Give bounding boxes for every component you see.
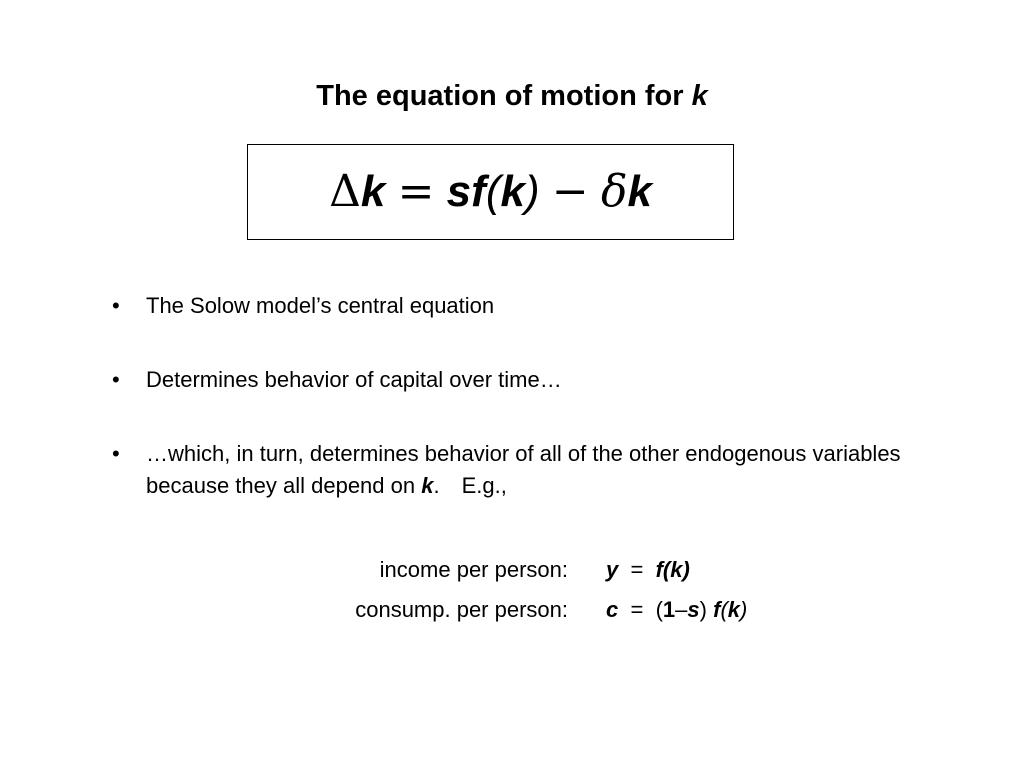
formula-paren-open: ( <box>720 597 728 622</box>
equation-open-paren: ( <box>485 167 501 216</box>
equation-equals: = <box>397 166 435 217</box>
title-variable-k: k <box>691 80 708 112</box>
formula-one: 1 <box>662 597 676 622</box>
formula-open: ( <box>655 597 663 622</box>
example-label: consump. per person: <box>355 597 568 622</box>
bullet-period: . <box>433 473 440 498</box>
formula-rhs: f(k) <box>655 557 690 582</box>
bullet-text: …which, in turn, determines behavior of all of the other endogenous variables because they all depend on <box>146 441 901 498</box>
bullet-item <box>112 290 932 322</box>
formula-s: s <box>687 597 700 622</box>
example-row-consumption <box>0 594 1024 634</box>
example-label: income per person: <box>379 557 568 582</box>
bullet-variable-k: k <box>421 473 434 498</box>
equation-of-motion <box>329 167 652 217</box>
example-formula <box>606 554 690 586</box>
example-formula <box>606 594 747 626</box>
formula-f: f <box>713 597 721 622</box>
bullet-text: Determines behavior of capital over time… <box>146 367 562 392</box>
equation-box <box>247 144 734 240</box>
equation-f: f <box>471 167 486 216</box>
formula-k: k <box>727 597 741 622</box>
title-text: The equation of motion for <box>316 80 692 112</box>
examples-block <box>0 554 1024 634</box>
formula-paren-close: ) <box>740 597 748 622</box>
equation-depreciation-delta: δ <box>600 166 628 217</box>
equation-k-lhs: k <box>360 167 386 216</box>
formula-lhs: c <box>606 597 619 622</box>
formula-equals: = <box>630 557 644 582</box>
equation-k-arg: k <box>500 167 525 216</box>
equation-k-rhs: k <box>627 167 652 216</box>
bullet-list <box>112 290 932 502</box>
slide-title <box>0 76 1024 116</box>
bullet-marker: • <box>112 441 120 466</box>
bullet-text: The Solow model’s central equation <box>146 293 495 318</box>
bullet-item <box>112 364 932 396</box>
example-row-income <box>0 554 1024 594</box>
formula-minus: – <box>675 597 688 622</box>
bullet-eg: E.g., <box>461 473 507 498</box>
equation-delta: Δ <box>329 166 361 217</box>
formula-lhs: y <box>606 557 619 582</box>
formula-equals: = <box>630 597 644 622</box>
formula-close: ) <box>699 597 707 622</box>
equation-s: s <box>446 167 472 216</box>
equation-close-paren: ) <box>524 167 540 216</box>
equation-minus: − <box>551 166 589 217</box>
bullet-item <box>112 438 932 502</box>
bullet-marker: • <box>112 367 120 392</box>
bullet-marker: • <box>112 293 120 318</box>
